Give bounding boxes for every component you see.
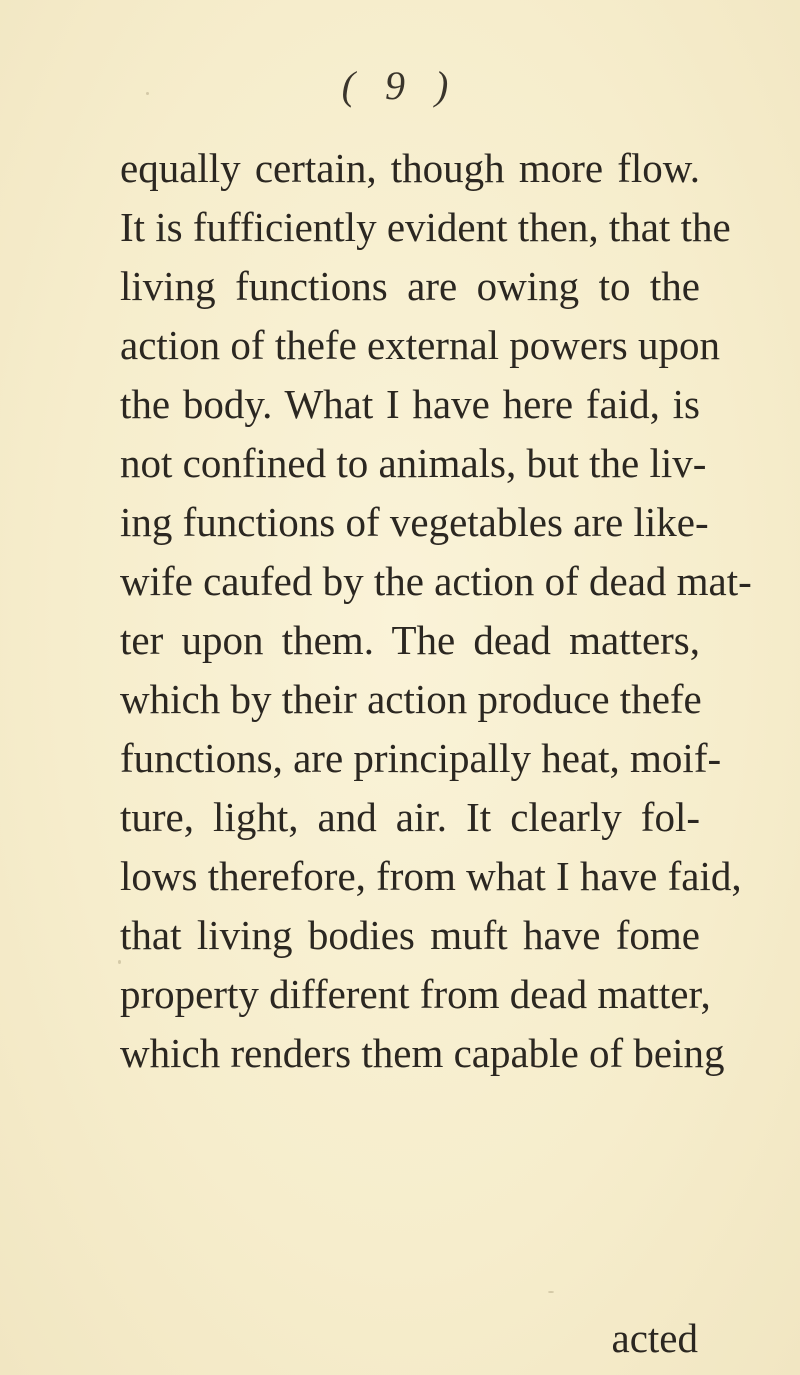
paper-speck [118,960,121,964]
text-line: lows therefore, from what I have faid, [120,853,742,899]
text-line: ture, light, and air. It clearly fol- [120,794,700,840]
text-line: It is fufficiently evident then, that the [120,204,731,250]
text-line: which by their action produce thefe [120,676,702,722]
text-line: that living bodies muft have fome [120,912,700,958]
text-line: functions, are principally heat, moif- [120,735,722,781]
text-line: not confined to animals, but the liv- [120,440,707,486]
text-line: ter upon them. The dead matters, [120,617,700,663]
text-line: ing functions of vegetables are like- [120,499,709,545]
text-line: which renders them capable of being [120,1030,725,1076]
text-line: wife caufed by the action of dead mat- [120,558,752,604]
text-line: the body. What I have here faid, is [120,381,700,427]
paper-speck [548,1291,554,1293]
text-line: living functions are owing to the [120,263,700,309]
text-line: property different from dead matter, [120,971,711,1017]
text-line: action of thefe external powers upon [120,322,720,368]
catchword: acted [611,1315,698,1361]
page-number: ( 9 ) [341,63,459,108]
text-line: equally certain, though more flow. [120,145,700,191]
paper-speck [146,92,149,95]
